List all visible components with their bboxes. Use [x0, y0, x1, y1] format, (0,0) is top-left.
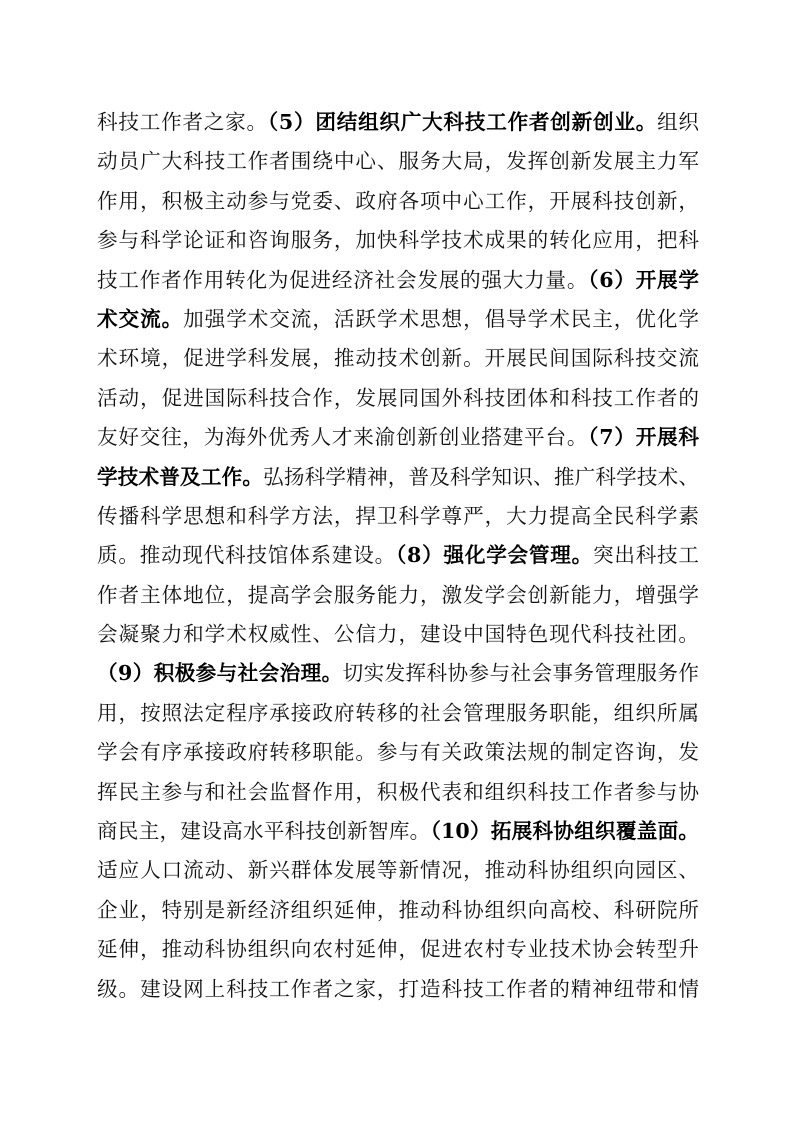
- body-text-segment: 会凝聚力和学术权威性、公信力，建设中国特色现代科技社团。: [97, 622, 699, 647]
- text-line: [97, 654, 699, 693]
- body-text-segment: 术环境，促进学科发展，推动技术创新。开展民间国际科技交流: [97, 346, 699, 371]
- bold-heading-text: （7）开展科: [588, 425, 699, 450]
- body-text-segment: 延伸，推动科协组织向农村延伸，促进农村专业技术协会转型升: [97, 937, 699, 962]
- text-line: [97, 182, 699, 221]
- text-line: [97, 773, 699, 812]
- body-text-segment: 弘扬科学精神，普及科学知识、推广科学技术、: [263, 464, 700, 489]
- body-text-segment: 技工作者作用转化为促进经济社会发展的强大力量。: [97, 267, 589, 292]
- text-line: [97, 458, 699, 497]
- body-text-segment: 商民主，建设高水平科技创新智库。: [97, 819, 431, 844]
- text-line: [97, 930, 699, 969]
- text-line: [97, 300, 699, 339]
- text-line: [97, 261, 699, 300]
- bold-heading-text: （9）积极参与社会治理。: [97, 661, 343, 686]
- text-line: [97, 536, 699, 575]
- body-text-segment: 级。建设网上科技工作者之家，打造科技工作者的精神纽带和情: [97, 976, 699, 1001]
- bold-heading-text: 学技术普及工作。: [97, 464, 264, 489]
- text-line: [97, 615, 699, 654]
- bold-heading-text: 术交流。: [97, 306, 184, 331]
- body-text-segment: 学会有序承接政府转移职能。参与有关政策法规的制定咨询，发: [97, 740, 699, 765]
- body-text-segment: 作者主体地位，提高学会服务能力，激发学会创新能力，增强学: [97, 582, 699, 607]
- body-text-segment: 挥民主参与和社会监督作用，积极代表和组织科技工作者参与协: [97, 779, 699, 804]
- bold-heading-text: （5）团结组织广大科技工作者创新创业。: [267, 110, 658, 134]
- body-text-segment: 友好交往，为海外优秀人才来渝创新创业搭建平台。: [97, 425, 589, 450]
- text-line: [97, 851, 699, 890]
- text-line: [97, 103, 699, 142]
- text-line: [97, 970, 699, 1009]
- body-text-segment: 突出科技工: [592, 543, 700, 568]
- body-text: [97, 103, 699, 1009]
- bold-heading-text: （6）开展学: [588, 267, 699, 292]
- bold-heading-text: （8）强化学会管理。: [395, 543, 593, 568]
- text-line: [97, 379, 699, 418]
- body-text-segment: 传播科学思想和科学方法，捍卫科学尊严，大力提高全民科学素: [97, 503, 699, 528]
- body-text-segment: 企业，特别是新经济组织延伸，推动科协组织向高校、科研院所: [97, 897, 699, 922]
- text-line: [97, 142, 699, 181]
- body-text-segment: 科技工作者之家。: [97, 110, 268, 134]
- text-line: [97, 418, 699, 457]
- body-text-segment: 动员广大科技工作者围绕中心、服务大局，发挥创新发展主力军: [97, 149, 699, 174]
- body-text-segment: 切实发挥科协参与社会事务管理服务作: [342, 661, 699, 686]
- body-text-segment: 组织: [657, 110, 700, 134]
- text-line: [97, 891, 699, 930]
- body-text-segment: 作用，积极主动参与党委、政府各项中心工作，开展科技创新，: [97, 188, 699, 213]
- body-text-segment: 活动，促进国际科技合作，发展同国外科技团体和科技工作者的: [97, 385, 699, 410]
- text-line: [97, 576, 699, 615]
- body-text-segment: 适应人口流动、新兴群体发展等新情况，推动科协组织向园区、: [97, 858, 699, 883]
- body-text-segment: 用，按照法定程序承接政府转移的社会管理服务职能，组织所属: [97, 700, 699, 725]
- bold-heading-text: （10）拓展科协组织覆盖面。: [430, 819, 700, 844]
- text-line: [97, 339, 699, 378]
- body-text-segment: 加强学术交流，活跃学术思想，倡导学术民主，优化学: [183, 306, 700, 331]
- text-line: [97, 221, 699, 260]
- body-text-segment: 参与科学论证和咨询服务，加快科学技术成果的转化应用，把科: [97, 228, 699, 253]
- text-line: [97, 733, 699, 772]
- body-text-segment: 质。推动现代科技馆体系建设。: [97, 543, 396, 568]
- text-line: [97, 497, 699, 536]
- text-line: [97, 694, 699, 733]
- text-line: [97, 812, 699, 851]
